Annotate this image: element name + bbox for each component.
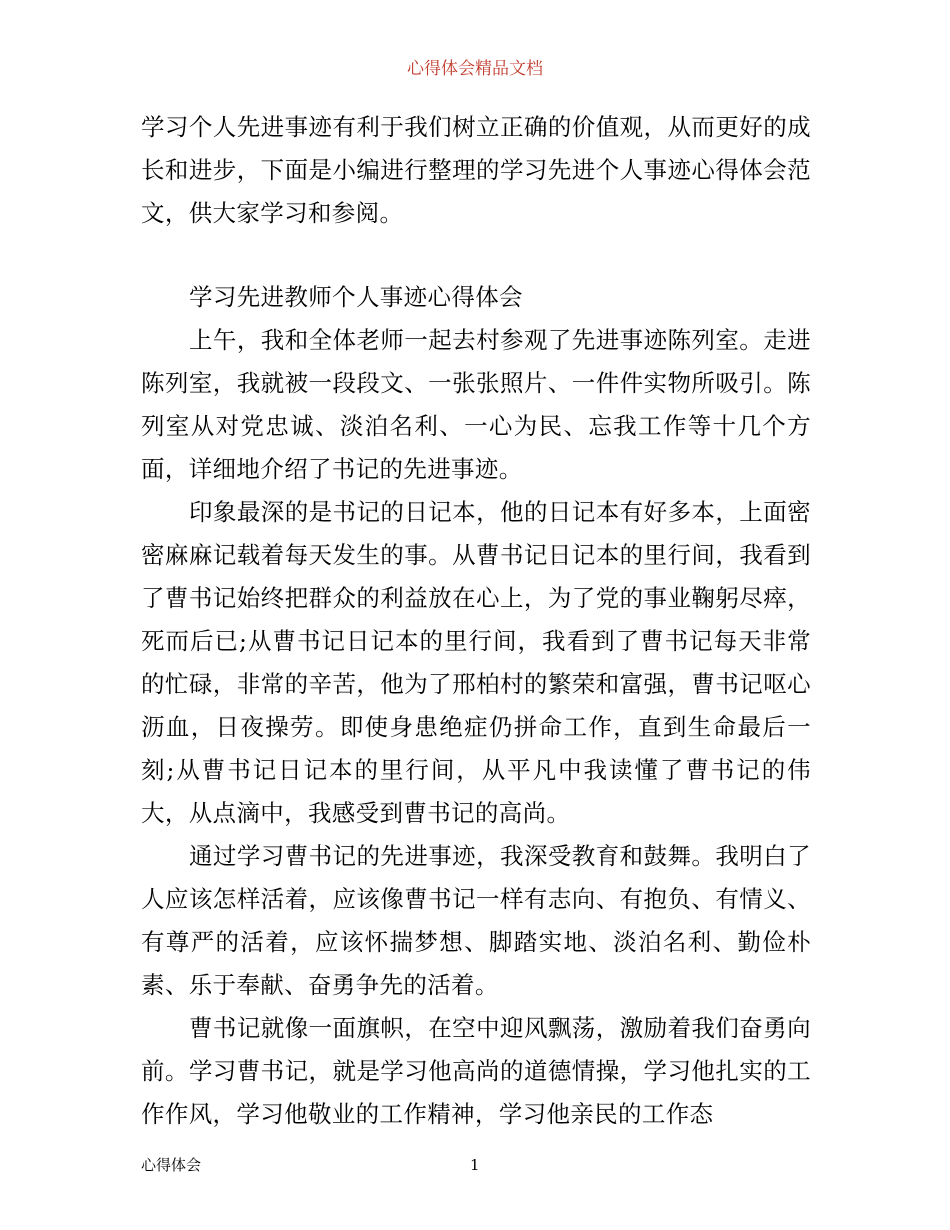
document-header-title: 心得体会精品文档 bbox=[407, 59, 543, 79]
footer-label: 心得体会 bbox=[141, 1156, 202, 1174]
article-body bbox=[141, 276, 811, 1136]
article-heading: 学习先进教师个人事迹心得体会 bbox=[189, 283, 523, 311]
article-paragraph-4: 曹书记就像一面旗帜，在空中迎风飘荡，激励着我们奋勇向前。学习曹书记，就是学习他高尚的道德情操，学习他扎实的工作作风，学习他敬业的工作精神，学习他亲民的工作态 bbox=[141, 1014, 811, 1128]
article-paragraph-2: 印象最深的是书记的日记本，他的日记本有好多本，上面密密麻麻记载着每天发生的事。从曹书记日记本的里行间，我看到了曹书记始终把群众的利益放在心上，为了党的事业鞠躬尽瘁，死而后已;从曹书记日记本的里行间，我看到了曹书记每天非常的忙碌，非常的辛苦，他为了邢柏村的繁荣和富强，曹书记呕心沥血，日夜操劳。即使身患绝症仍拼命工作，直到生命最后一刻;从曹书记日记本的里行间，从平凡中我读懂了曹书记的伟大，从点滴中，我感受到曹书记的高尚。 bbox=[141, 498, 811, 827]
article-paragraph-3: 通过学习曹书记的先进事迹，我深受教育和鼓舞。我明白了人应该怎样活着，应该像曹书记一样有志向、有抱负、有情义、有尊严的活着，应该怀揣梦想、脚踏实地、淡泊名利、勤俭朴素、乐于奉献、奋勇争先的活着。 bbox=[141, 842, 811, 999]
page-number: 1 bbox=[470, 1156, 480, 1174]
article-paragraph-1: 上午，我和全体老师一起去村参观了先进事迹陈列室。走进陈列室，我就被一段段文、一张张照片、一件件实物所吸引。陈列室从对党忠诚、淡泊名利、一心为民、忘我工作等十几个方面，详细地介绍了书记的先进事迹。 bbox=[141, 326, 811, 483]
intro-paragraph: 学习个人先进事迹有利于我们树立正确的价值观，从而更好的成长和进步，下面是小编进行整理的学习先进个人事迹心得体会范文，供大家学习和参阅。 bbox=[141, 113, 811, 227]
